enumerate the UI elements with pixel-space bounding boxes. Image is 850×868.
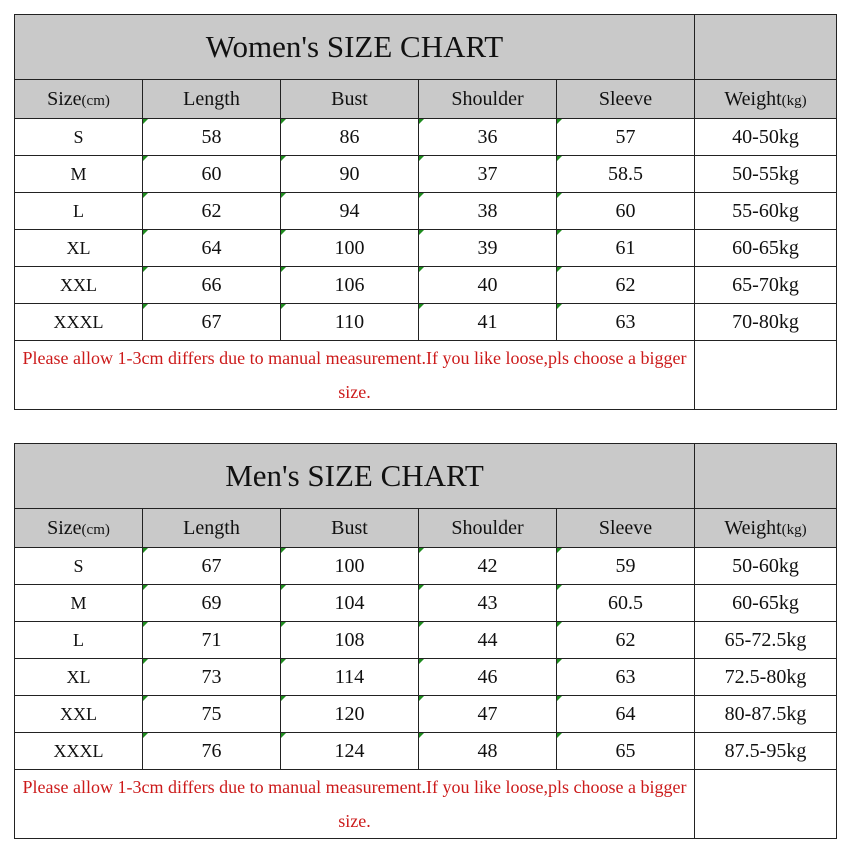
size-cell: XXXL bbox=[15, 733, 143, 770]
bust-cell: 106 bbox=[281, 267, 419, 304]
empty-cell bbox=[695, 444, 837, 509]
length-cell: 66 bbox=[143, 267, 281, 304]
sleeve-cell: 60.5 bbox=[557, 585, 695, 622]
shoulder-cell: 43 bbox=[419, 585, 557, 622]
bust-cell: 86 bbox=[281, 119, 419, 156]
table-row bbox=[15, 230, 837, 267]
chart-title-text: Women's SIZE CHART bbox=[205, 29, 504, 64]
length-cell: 75 bbox=[143, 696, 281, 733]
shoulder-cell: 42 bbox=[419, 548, 557, 585]
length-cell: 58 bbox=[143, 119, 281, 156]
womens-size-chart bbox=[14, 14, 837, 410]
bust-cell: 104 bbox=[281, 585, 419, 622]
shoulder-cell: 47 bbox=[419, 696, 557, 733]
note-cell bbox=[15, 770, 695, 839]
header-sleeve: Sleeve bbox=[557, 509, 695, 548]
size-cell: L bbox=[15, 193, 143, 230]
size-cell: XXL bbox=[15, 696, 143, 733]
sleeve-cell: 61 bbox=[557, 230, 695, 267]
length-cell: 71 bbox=[143, 622, 281, 659]
header-size: Size(cm) bbox=[15, 80, 143, 119]
bust-cell: 100 bbox=[281, 548, 419, 585]
table-row bbox=[15, 622, 837, 659]
measurement-note: Please allow 1-3cm differs due to manual measurement.If you like loose,pls choose a bigger size. bbox=[22, 777, 687, 831]
header-shoulder: Shoulder bbox=[419, 80, 557, 119]
chart-title bbox=[15, 444, 695, 509]
header-shoulder: Shoulder bbox=[419, 509, 557, 548]
table-row bbox=[15, 585, 837, 622]
shoulder-cell: 38 bbox=[419, 193, 557, 230]
weight-cell: 55-60kg bbox=[695, 193, 837, 230]
sleeve-cell: 59 bbox=[557, 548, 695, 585]
size-cell: XXL bbox=[15, 267, 143, 304]
shoulder-cell: 39 bbox=[419, 230, 557, 267]
measurement-note: Please allow 1-3cm differs due to manual measurement.If you like loose,pls choose a bigger size. bbox=[22, 348, 687, 402]
chart-title-text: Men's SIZE CHART bbox=[225, 458, 484, 493]
bust-cell: 110 bbox=[281, 304, 419, 341]
weight-cell: 87.5-95kg bbox=[695, 733, 837, 770]
size-cell: XL bbox=[15, 659, 143, 696]
mens-size-chart bbox=[14, 443, 837, 839]
chart-title-row bbox=[15, 444, 837, 509]
table-row bbox=[15, 119, 837, 156]
weight-cell: 40-50kg bbox=[695, 119, 837, 156]
chart-title bbox=[15, 15, 695, 80]
bust-cell: 108 bbox=[281, 622, 419, 659]
header-bust: Bust bbox=[281, 509, 419, 548]
size-cell: S bbox=[15, 119, 143, 156]
header-row bbox=[15, 509, 837, 548]
shoulder-cell: 44 bbox=[419, 622, 557, 659]
length-cell: 73 bbox=[143, 659, 281, 696]
shoulder-cell: 37 bbox=[419, 156, 557, 193]
weight-cell: 70-80kg bbox=[695, 304, 837, 341]
note-cell bbox=[15, 341, 695, 410]
shoulder-cell: 40 bbox=[419, 267, 557, 304]
sleeve-cell: 63 bbox=[557, 304, 695, 341]
weight-cell: 72.5-80kg bbox=[695, 659, 837, 696]
bust-cell: 90 bbox=[281, 156, 419, 193]
weight-cell: 60-65kg bbox=[695, 230, 837, 267]
header-weight: Weight(kg) bbox=[695, 509, 837, 548]
sleeve-cell: 62 bbox=[557, 622, 695, 659]
weight-cell: 50-55kg bbox=[695, 156, 837, 193]
table-row bbox=[15, 548, 837, 585]
length-cell: 60 bbox=[143, 156, 281, 193]
length-cell: 62 bbox=[143, 193, 281, 230]
bust-cell: 94 bbox=[281, 193, 419, 230]
sleeve-cell: 63 bbox=[557, 659, 695, 696]
size-cell: M bbox=[15, 585, 143, 622]
weight-cell: 80-87.5kg bbox=[695, 696, 837, 733]
weight-cell: 50-60kg bbox=[695, 548, 837, 585]
sleeve-cell: 60 bbox=[557, 193, 695, 230]
weight-cell: 65-72.5kg bbox=[695, 622, 837, 659]
table-row bbox=[15, 267, 837, 304]
sleeve-cell: 64 bbox=[557, 696, 695, 733]
bust-cell: 114 bbox=[281, 659, 419, 696]
shoulder-cell: 48 bbox=[419, 733, 557, 770]
note-row bbox=[15, 341, 837, 410]
size-cell: XXXL bbox=[15, 304, 143, 341]
table-row bbox=[15, 304, 837, 341]
shoulder-cell: 36 bbox=[419, 119, 557, 156]
header-weight: Weight(kg) bbox=[695, 80, 837, 119]
empty-cell bbox=[695, 341, 837, 410]
weight-cell: 65-70kg bbox=[695, 267, 837, 304]
weight-cell: 60-65kg bbox=[695, 585, 837, 622]
shoulder-cell: 41 bbox=[419, 304, 557, 341]
header-size: Size(cm) bbox=[15, 509, 143, 548]
size-cell: L bbox=[15, 622, 143, 659]
note-row bbox=[15, 770, 837, 839]
chart-title-row bbox=[15, 15, 837, 80]
size-cell: M bbox=[15, 156, 143, 193]
empty-cell bbox=[695, 15, 837, 80]
header-length: Length bbox=[143, 80, 281, 119]
bust-cell: 100 bbox=[281, 230, 419, 267]
table-row bbox=[15, 659, 837, 696]
length-cell: 76 bbox=[143, 733, 281, 770]
sleeve-cell: 57 bbox=[557, 119, 695, 156]
header-sleeve: Sleeve bbox=[557, 80, 695, 119]
header-row bbox=[15, 80, 837, 119]
bust-cell: 124 bbox=[281, 733, 419, 770]
empty-cell bbox=[695, 770, 837, 839]
bust-cell: 120 bbox=[281, 696, 419, 733]
table-row bbox=[15, 696, 837, 733]
header-bust: Bust bbox=[281, 80, 419, 119]
header-length: Length bbox=[143, 509, 281, 548]
size-cell: XL bbox=[15, 230, 143, 267]
length-cell: 67 bbox=[143, 304, 281, 341]
length-cell: 69 bbox=[143, 585, 281, 622]
length-cell: 67 bbox=[143, 548, 281, 585]
length-cell: 64 bbox=[143, 230, 281, 267]
table-row bbox=[15, 156, 837, 193]
sleeve-cell: 65 bbox=[557, 733, 695, 770]
table-row bbox=[15, 733, 837, 770]
table-row bbox=[15, 193, 837, 230]
sleeve-cell: 62 bbox=[557, 267, 695, 304]
shoulder-cell: 46 bbox=[419, 659, 557, 696]
size-cell: S bbox=[15, 548, 143, 585]
sleeve-cell: 58.5 bbox=[557, 156, 695, 193]
